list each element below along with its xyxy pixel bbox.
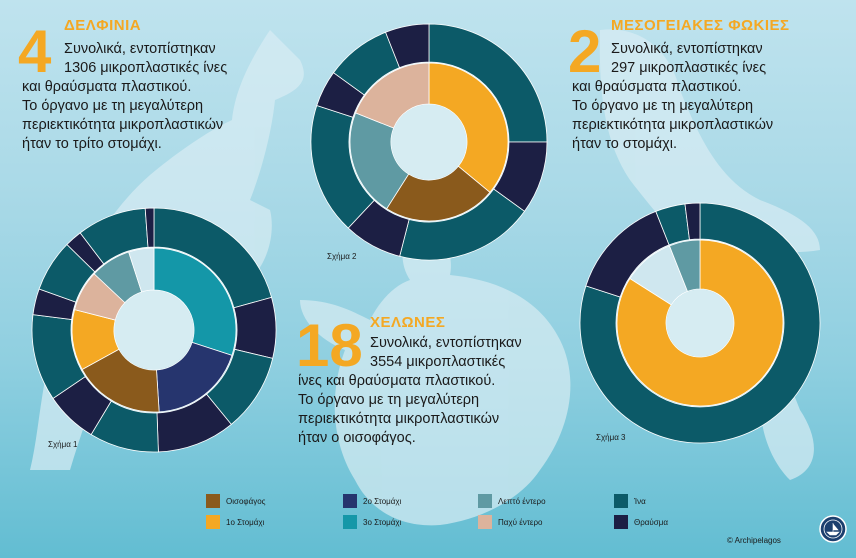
legend-swatch	[206, 515, 220, 529]
dolphin-count: 4	[18, 18, 52, 85]
chart-1-label: Σχήμα 1	[48, 440, 78, 449]
legend-item: Λεπτό έντερο	[478, 494, 546, 508]
seal-text-cont: και θραύσματα πλαστικού. Το όργανο με τη μεγαλύτερη περιεκτικότητα μικροπλαστικών ήταν το στομάχι.	[572, 79, 774, 152]
legend-swatch	[614, 515, 628, 529]
legend-swatch	[343, 494, 357, 508]
legend-item: Ίνα	[614, 494, 646, 508]
turtle-text-cont: ίνες και θραύσματα πλαστικού. Το όργανο με τη μεγαλύτερη περιεκτικότητα μικροπλαστικών ήταν ο οισοφάγος.	[298, 373, 500, 446]
turtle-text: Συνολικά, εντοπίστηκαν 3554 μικροπλαστικές	[370, 335, 522, 370]
archipelagos-logo	[818, 514, 848, 544]
legend-item: Θραύσμα	[614, 515, 668, 529]
legend-swatch	[206, 494, 220, 508]
legend-swatch	[614, 494, 628, 508]
seal-text: Συνολικά, εντοπίστηκαν 297 μικροπλαστικές ίνες	[611, 41, 767, 76]
legend-item: 2ο Στομάχι	[343, 494, 401, 508]
dolphin-text-cont: και θραύσματα πλαστικού. Το όργανο με τη μεγαλύτερη περιεκτικότητα μικροπλαστικών ήταν το τρίτο στομάχι.	[22, 79, 224, 152]
donut-hole	[667, 290, 734, 357]
outer-ring-slice	[234, 297, 276, 358]
legend-swatch	[478, 494, 492, 508]
donut-chart-3	[580, 205, 822, 443]
legend-swatch	[478, 515, 492, 529]
chart-2-label: Σχήμα 2	[327, 252, 357, 261]
legend	[0, 494, 856, 534]
donut-chart-1	[31, 207, 277, 453]
donut-hole	[392, 105, 467, 180]
legend-swatch	[343, 515, 357, 529]
chart-3-label: Σχήμα 3	[596, 433, 626, 442]
legend-item: 1ο Στομάχι	[206, 515, 264, 529]
copyright: © Archipelagos	[727, 536, 781, 545]
dolphin-text: Συνολικά, εντοπίστηκαν 1306 μικροπλαστικές ίνες	[64, 41, 228, 76]
seal-count: 2	[568, 18, 602, 85]
legend-item: Παχύ έντερο	[478, 515, 543, 529]
turtle-count: 18	[296, 312, 363, 379]
legend-item: 3ο Στομάχι	[343, 515, 401, 529]
donut-hole	[115, 291, 194, 370]
turtle-title: ΧΕΛΩΝΕΣ	[370, 314, 446, 331]
legend-item: Οισοφάγος	[206, 494, 266, 508]
seal-title: ΜΕΣΟΓΕΙΑΚΕΣ ΦΩΚΙΕΣ	[611, 17, 790, 34]
donut-chart-2	[309, 25, 549, 260]
dolphin-title: ΔΕΛΦΙΝΙΑ	[64, 17, 142, 34]
